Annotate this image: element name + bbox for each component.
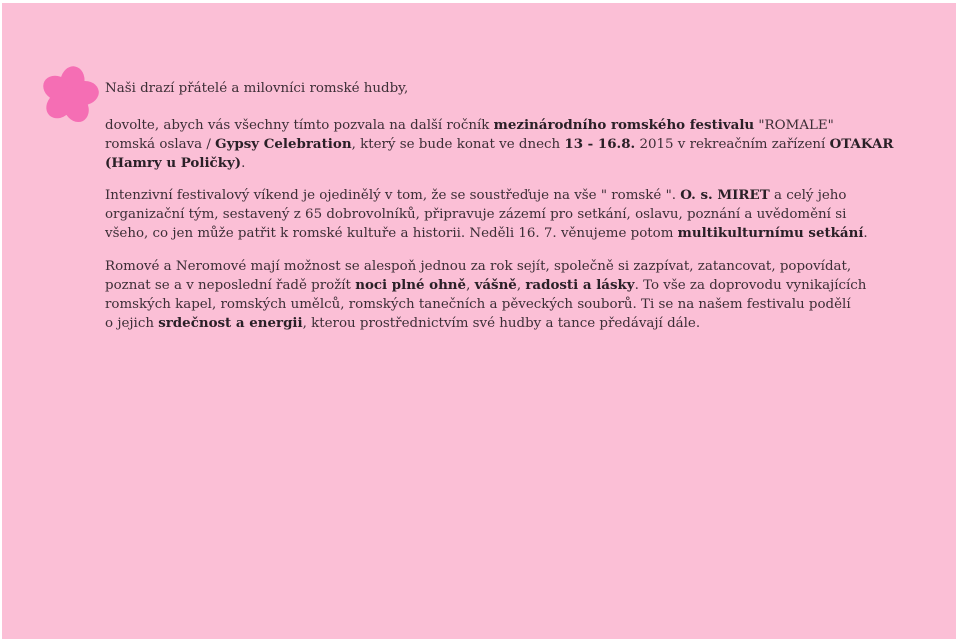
letter-page	[2, 3, 956, 639]
paragraph-1-line-3: (Hamry u Poličky).	[105, 155, 246, 171]
paragraph-1-line-2: romská oslava / Gypsy Celebration, který se bude konat ve dnech 13 - 16.8. 2015 v rekreačním zařízení OTAKAR	[105, 136, 894, 152]
paragraph-3-line-1: Romové a Neromové mají možnost se alespoň jednou za rok sejít, společně si zazpívat, zatancovat, popovídat,	[105, 259, 852, 274]
paragraph-3-line-4: o jejich srdečnost a energii, kterou prostřednictvím své hudby a tance předávají dále.	[105, 315, 701, 331]
paragraph-3-line-2: poznat se a v neposlední řadě prožít noci plné ohně, vášně, radosti a lásky. To vše za doprovodu vynikajících	[105, 277, 867, 293]
paragraph-3-line-3: romských kapel, romských umělců, romských tanečních a pěveckých souborů. Ti se na našem festivalu podělí	[105, 297, 851, 312]
greeting: Naši drazí přátelé a milovníci romské hudby,	[105, 81, 409, 96]
paragraph-1-line-1: dovolte, abych vás všechny tímto pozvala na další ročník mezinárodního romského festivalu "ROMALE"	[105, 117, 834, 133]
letter-body	[105, 79, 945, 333]
flower-center	[62, 87, 78, 103]
paragraph-2-line-3: všeho, co jen může patřit k romské kultuře a historii. Neděli 16. 7. věnujeme potom multikulturnímu setkání.	[105, 225, 868, 241]
paragraph-2-line-2: organizační tým, sestavený z 65 dobrovolníků, připravuje zázemí pro setkání, oslavu, poznání a uvědomění si	[105, 207, 847, 222]
paragraph-2-line-1: Intenzivní festivalový víkend je ojedinělý v tom, že se soustřeďuje na vše " romské ". O. s. MIRET a celý jeho	[105, 187, 847, 203]
flower-icon	[40, 65, 100, 125]
